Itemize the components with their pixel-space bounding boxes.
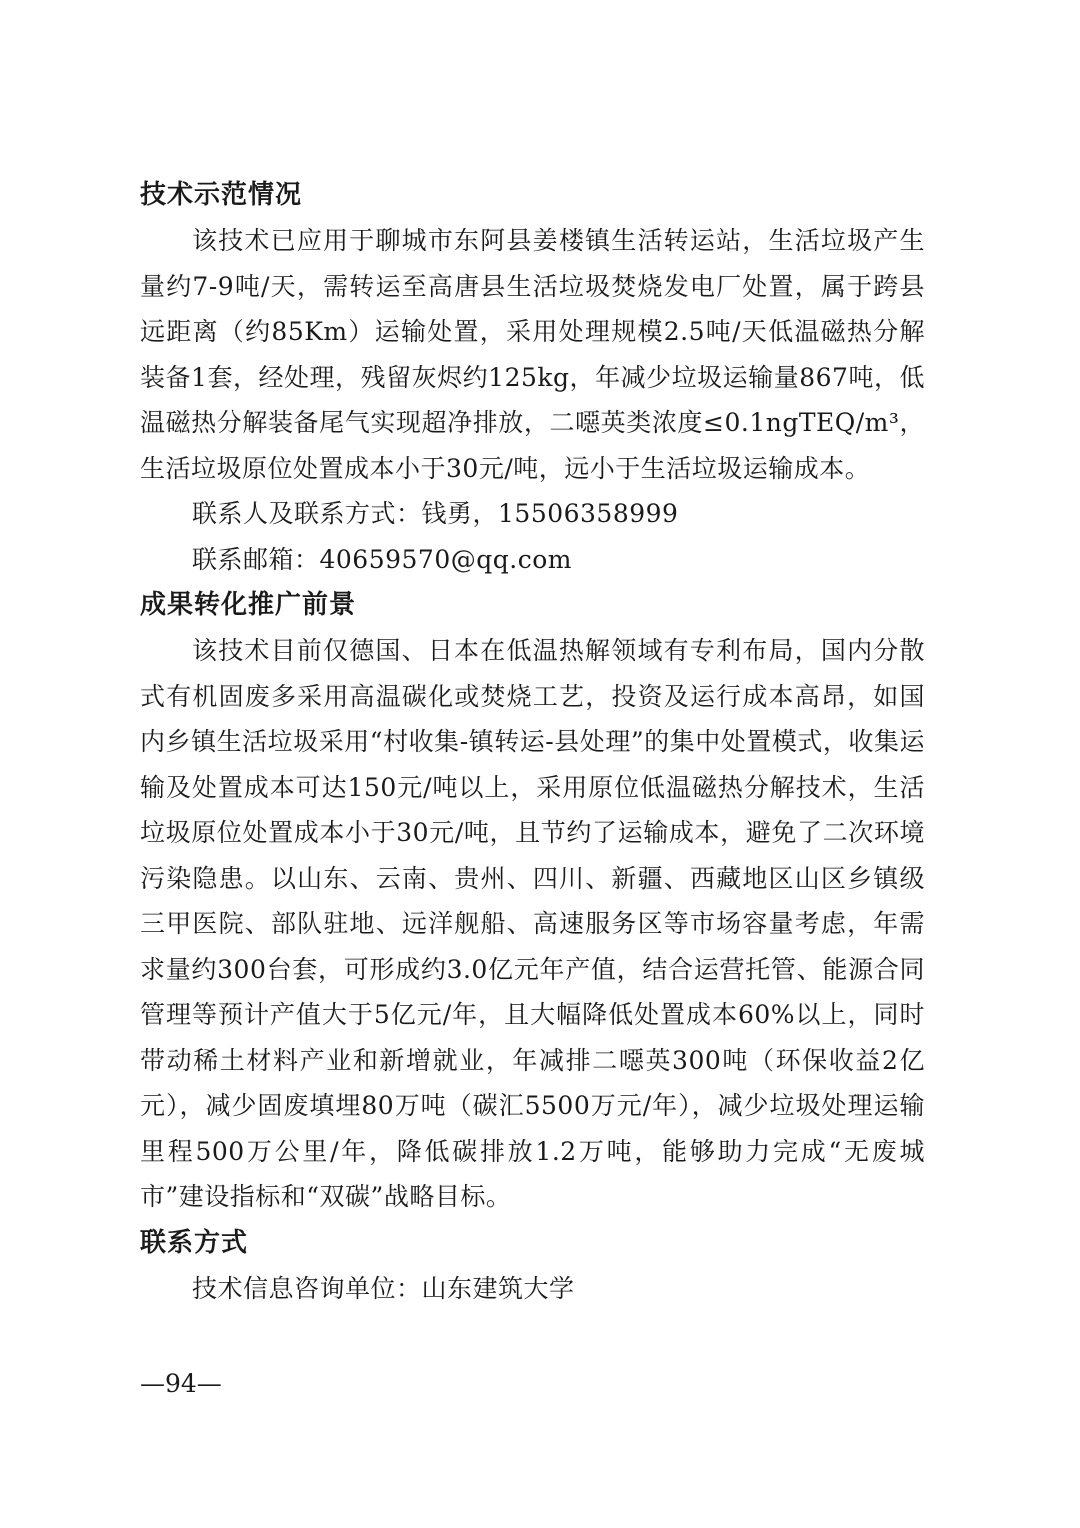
section-heading-demo: 技术示范情况	[140, 180, 303, 210]
demo-contact-email: 联系邮箱：40659570@qq.com	[192, 544, 572, 574]
prospect-body-paragraph: 该技术目前仅德国、日本在低温热解领域有专利布局，国内分散式有机固废多采用高温碳化或焚烧工艺，投资及运行成本高昂，如国内乡镇生活垃圾采用“村收集-镇转运-县处理”的集中处置模式，收集运输及处置成本可达150元/吨以上，采用原位低温磁热分解技术，生活垃圾原位处置成本小于30元/吨，且节约了运输成本，避免了二次环境污染隐患。以山东、云南、贵州、四川、新疆、西藏地区山区乡镇级三甲医院、部队驻地、远洋舰船、高速服务区等市场容量考虑，年需求量约300台套，可形成约3.0亿元年产值，结合运营托管、能源合同管理等预计产值大于5亿元/年，且大幅降低处置成本60%以上，同时带动稀土材料产业和新增就业，年减排二噁英300吨（环保收益2亿元），减少固废填埋80万吨（碳汇5500万元/年），减少垃圾处理运输里程500万公里/年，降低碳排放1.2万吨，能够助力完成“无废城市”建设指标和“双碳”战略目标。	[140, 636, 925, 1211]
section-heading-contact: 联系方式	[140, 1227, 249, 1258]
demo-contact-person: 联系人及联系方式：钱勇，15506358999	[192, 499, 679, 528]
contact-unit: 技术信息咨询单位：山东建筑大学	[192, 1273, 575, 1303]
page-number: —94—	[140, 1369, 222, 1398]
section-heading-prospect: 成果转化推广前景	[140, 590, 357, 620]
document-page	[140, 172, 925, 1311]
demo-body-paragraph: 该技术已应用于聊城市东阿县姜楼镇生活转运站，生活垃圾产生量约7-9吨/天，需转运至高唐县生活垃圾焚烧发电厂处置，属于跨县远距离（约85Km）运输处置，采用处理规模2.5吨/天低温磁热分解装备1套，经处理，残留灰烬约125kg，年减少垃圾运输量867吨，低温磁热分解装备尾气实现超净排放，二噁英类浓度≤0.1ngTEQ/m³，生活垃圾原位处置成本小于30元/吨，远小于生活垃圾运输成本。	[140, 226, 925, 483]
